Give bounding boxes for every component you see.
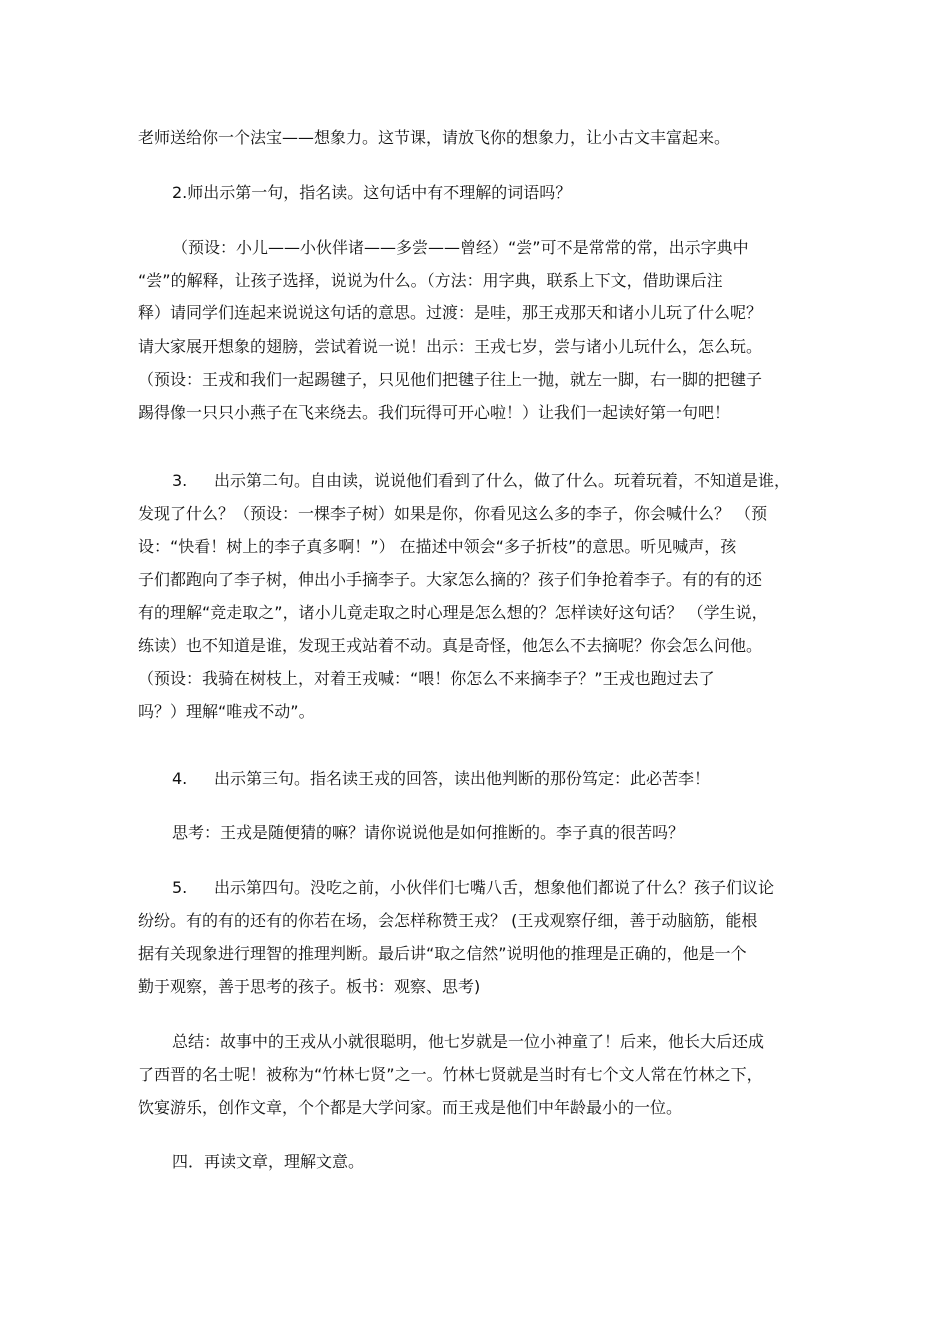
text-line: 吗？）理解“唯戎不动”。 (138, 702, 315, 721)
numbered-paragraph-line (172, 877, 828, 899)
text-line: （预设：小儿——小伙伴诸——多尝——曾经）“尝”可不是常常的常，出示字典中 (172, 238, 749, 257)
text-line: 总结：故事中的王戎从小就很聪明，他七岁就是一位小神童了！后来，他长大后还成 (172, 1032, 765, 1051)
text-line: 了西晋的名士呢！被称为“竹林七贤”之一。竹林七贤就是当时有七个文人常在竹林之下， (138, 1065, 763, 1084)
text-line: 子们都跑向了李子树，伸出小手摘李子。大家怎么摘的？孩子们争抢着李子。有的有的还 (138, 570, 763, 589)
text-line: 饮宴游乐，创作文章，个个都是大学问家。而王戎是他们中年龄最小的一位。 (138, 1098, 683, 1117)
text-line: 纷纷。有的有的还有的你若在场，会怎样称赞王戎？ (王戎观察仔细，善于动脑筋，能根 (138, 911, 758, 930)
numbered-paragraph-line (172, 768, 828, 790)
text-line: 练读）也不知道是谁，发现王戎站着不动。真是奇怪，他怎么不去摘呢？你会怎么问他。 (138, 636, 763, 655)
text-line: 释）请同学们连起来说说这句话的意思。过渡：是哇，那王戎那天和诸小儿玩了什么呢？ (138, 303, 763, 322)
text-line: 2.师出示第一句，指名读。这句话中有不理解的词语吗？ (172, 183, 572, 202)
text-line: 请大家展开想象的翅膀，尝试着说一说！出示：王戎七岁，尝与诸小儿玩什么，怎么玩。 (138, 337, 763, 356)
text-line: 踢得像一只只小燕子在飞来绕去。我们玩得可开心啦！）让我们一起读好第一句吧！ (138, 403, 731, 422)
text-line: 出示第四句。没吃之前，小伙伴们七嘴八舌，想象他们都说了什么？孩子们议论 (214, 878, 775, 897)
paragraph-number: 4. (172, 769, 188, 788)
text-line: 勤于观察，善于思考的孩子。板书：观察、思考) (138, 977, 481, 996)
text-line: 据有关现象进行理智的推理判断。最后讲“取之信然”说明他的推理是正确的，他是一个 (138, 944, 747, 963)
text-line: 发现了什么？（预设：一棵李子树）如果是你，你看见这么多的李子，你会喊什么？ （预 (138, 504, 768, 523)
section-heading: 四．再读文章，理解文意。 (172, 1152, 365, 1171)
text-line: （预设：王戎和我们一起踢毽子，只见他们把毽子往上一抛，就左一脚，右一脚的把毽子 (138, 370, 763, 389)
paragraph-number: 3. (172, 471, 188, 490)
text-line: （预设：我骑在树枝上，对着王戎喊：“喂！你怎么不来摘李子？”王戎也跑过去了 (138, 669, 715, 688)
text-line: 出示第二句。自由读，说说他们看到了什么，做了什么。玩着玩着，不知道是谁， (214, 471, 791, 490)
paragraph-number: 5. (172, 878, 188, 897)
numbered-paragraph-line (172, 470, 828, 492)
text-line: “尝”的解释，让孩子选择，说说为什么。（方法：用字典，联系上下文，借助课后注 (138, 271, 723, 290)
text-line: 老师送给你一个法宝——想象力。这节课，请放飞你的想象力，让小古文丰富起来。 (138, 128, 731, 147)
text-line: 有的理解“竞走取之”，诸小儿竟走取之时心理是怎么想的？怎样读好这句话？ （学生说， (138, 603, 768, 622)
text-line: 设：“快看！树上的李子真多啊！”） 在描述中领会“多子折枝”的意思。听见喊声，孩 (138, 537, 737, 556)
text-line: 出示第三句。指名读王戎的回答，读出他判断的那份笃定：此必苦李！ (214, 769, 711, 788)
text-line: 思考：王戎是随便猜的嘛？请你说说他是如何推断的。李子真的很苦吗？ (172, 823, 685, 842)
